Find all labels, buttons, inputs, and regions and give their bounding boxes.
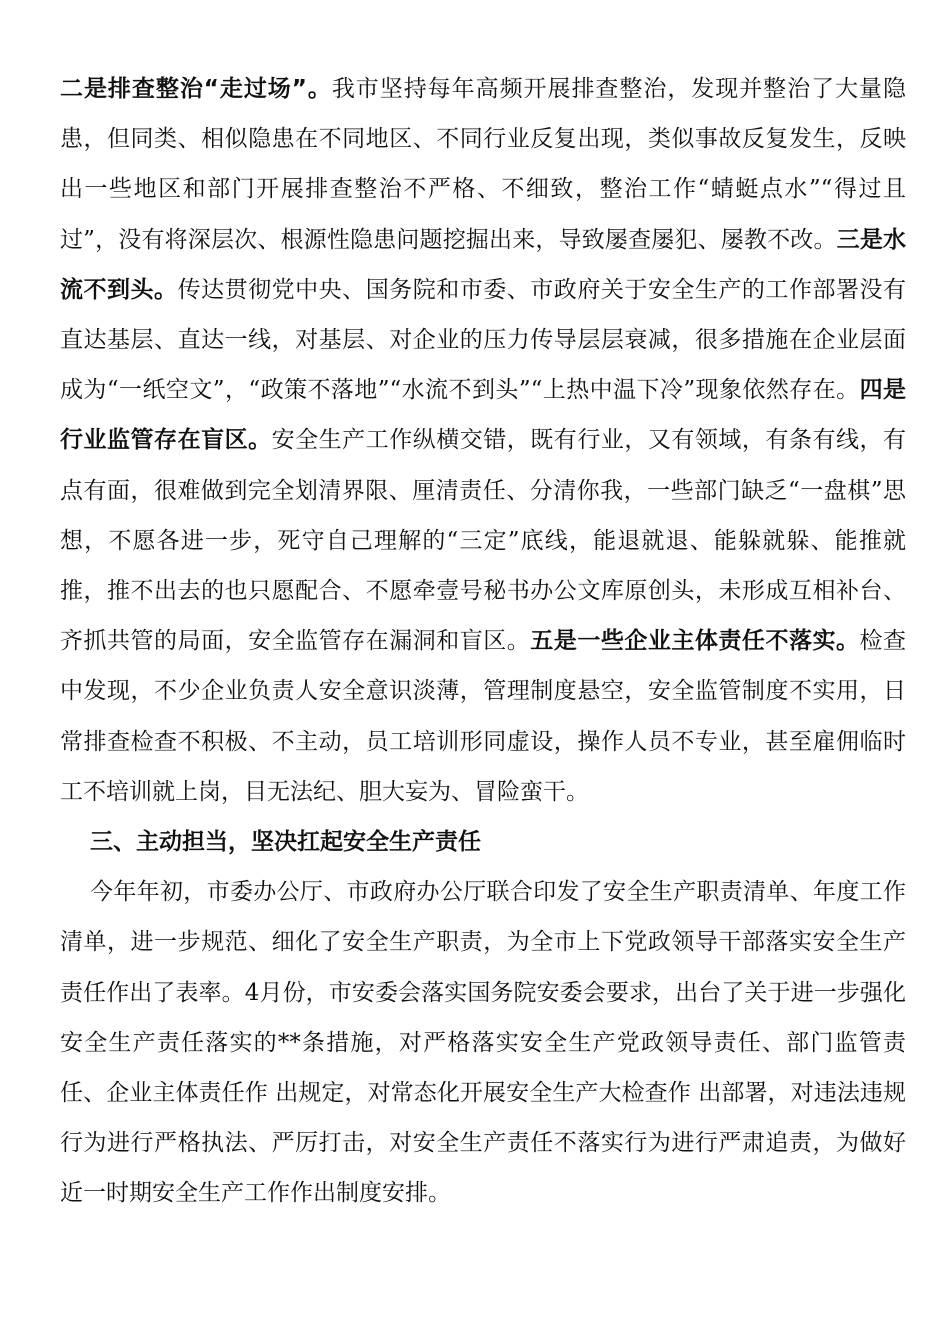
document-page bbox=[60, 64, 906, 1219]
point-four-text: 安全生产工作纵横交错，既有行业，又有领域，有条有线，有点有面，很难做到完全划清界限、厘清责任、分清你我，一些部门缺乏“一盘棋”思想，不愿各进一步，死守自己理解的“三定”底线，能退就退、能躲就躲、能推就推，推不出去的也只愿配合、不愿牵壹号秘书办公文库原创头，未形成互相补台、齐抓共管的局面，安全监管存在漏洞和盲区。 bbox=[60, 427, 907, 655]
point-two-heading: 二是排查整治“走过场”。 bbox=[60, 76, 332, 102]
body-paragraph-problems bbox=[60, 64, 906, 817]
section-heading: 三、主动担当，坚决扛起安全生产责任 bbox=[90, 829, 481, 856]
point-two-text: 我市坚持每年高频开展排查整治，发现并整治了大量隐患，但同类、相似隐患在不同地区、不同行业反复出现，类似事故反复发生，反映出一些地区和部门开展排查整治不严格、不细致，整治工作“蜻蜓点水”“得过且过”，没有将深层次、根源性隐患问题挖掘出来，导致屡查屡犯、屡教不改。 bbox=[60, 76, 907, 253]
point-four-heading: 四是行业监管存在盲区。 bbox=[60, 377, 906, 454]
point-three-heading: 三是水流不到头。 bbox=[60, 226, 907, 303]
point-three-text: 传达贯彻党中央、国务院和市委、市政府关于安全生产的工作部署没有直达基层、直达一线，对基层、对企业的压力传导层层衰减，很多措施在企业层面成为“一纸空文”，“政策不落地”“水流不到头”“上热中温下冷”现象依然存在。 bbox=[60, 276, 907, 404]
body-paragraph-responsibility: 今年年初，市委办公厅、市政府办公厅联合印发了安全生产职责清单、年度工作清单，进一步规范、细化了安全生产职责，为全市上下党政领导干部落实安全生产责任作出了表率。4月份，市安委会落实国务院安委会要求，出台了关于进一步强化安全生产责任落实的**条措施，对严格落实安全生产党政领导责任、部门监管责任、企业主体责任作 出规定，对常态化开展安全生产大检查作 出部署，对违法违规行为进行严格执法、严厉打击，对安全生产责任不落实行为进行严肃追责，为做好近一时期安全生产工作作出制度安排。 bbox=[60, 879, 906, 1207]
point-five-heading: 五是一些企业主体责任不落实。 bbox=[530, 628, 860, 655]
point-five-text: 检查中发现，不少企业负责人安全意识淡薄，管理制度悬空，安全监管制度不实用，日常排查检查不积极、不主动，员工培训形同虚设，操作人员不专业，甚至雇佣临时工不培训就上岗，目无法纪、胆大妄为、冒险蛮干。 bbox=[60, 628, 907, 805]
